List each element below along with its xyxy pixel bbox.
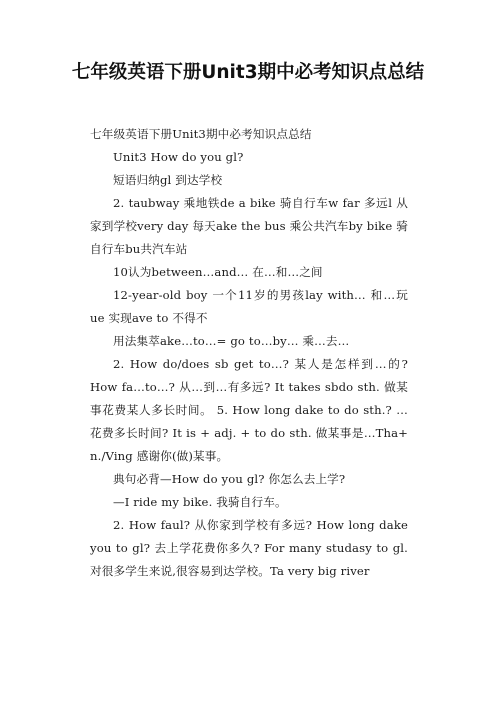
- paragraph: 12-year-old boy 一个11岁的男孩lay with… 和…玩ue 实现ave to 不得不: [90, 288, 408, 325]
- paragraph: 短语归纳gl 到达学校: [113, 173, 223, 187]
- paragraph: 2. taubway 乘地铁de a bike 骑自行车w far 多远l 从家到学校very day 每天ake the bus 乘公共汽车by bike 骑自行车bu共汽车站: [90, 196, 408, 256]
- document-title: 七年级英语下册Unit3期中必考知识点总结: [71, 62, 425, 83]
- paragraph: 七年级英语下册Unit3期中必考知识点总结: [90, 127, 312, 141]
- paragraph: Unit3 How do you gl?: [113, 150, 244, 164]
- document-body: [90, 123, 408, 583]
- paragraph: 用法集萃ake…to…= go to…by… 乘…去…: [113, 334, 350, 348]
- paragraph: 2. How faul? 从你家到学校有多远? How long dake you to gl? 去上学花费你多久? For many studasy to gl. 对很多学生来说,很容易到达学校。Ta very big river: [90, 518, 408, 578]
- paragraph: 典句必背—How do you gl? 你怎么去上学?: [113, 472, 346, 486]
- paragraph: —I ride my bike. 我骑自行车。: [113, 495, 287, 509]
- paragraph: 10认为between…and… 在…和…之间: [113, 265, 323, 279]
- paragraph: 2. How do/does sb get to…? 某人是怎样到…的? How fa…to…? 从…到…有多远? It takes sbdo sth. 做某事花费某人多长时间。 5. How long dake to do sth.? …花费多长时间? It is + adj. + to do sth. 做某事是…Tha+ n./Ving 感谢你(做)某事。: [90, 357, 408, 463]
